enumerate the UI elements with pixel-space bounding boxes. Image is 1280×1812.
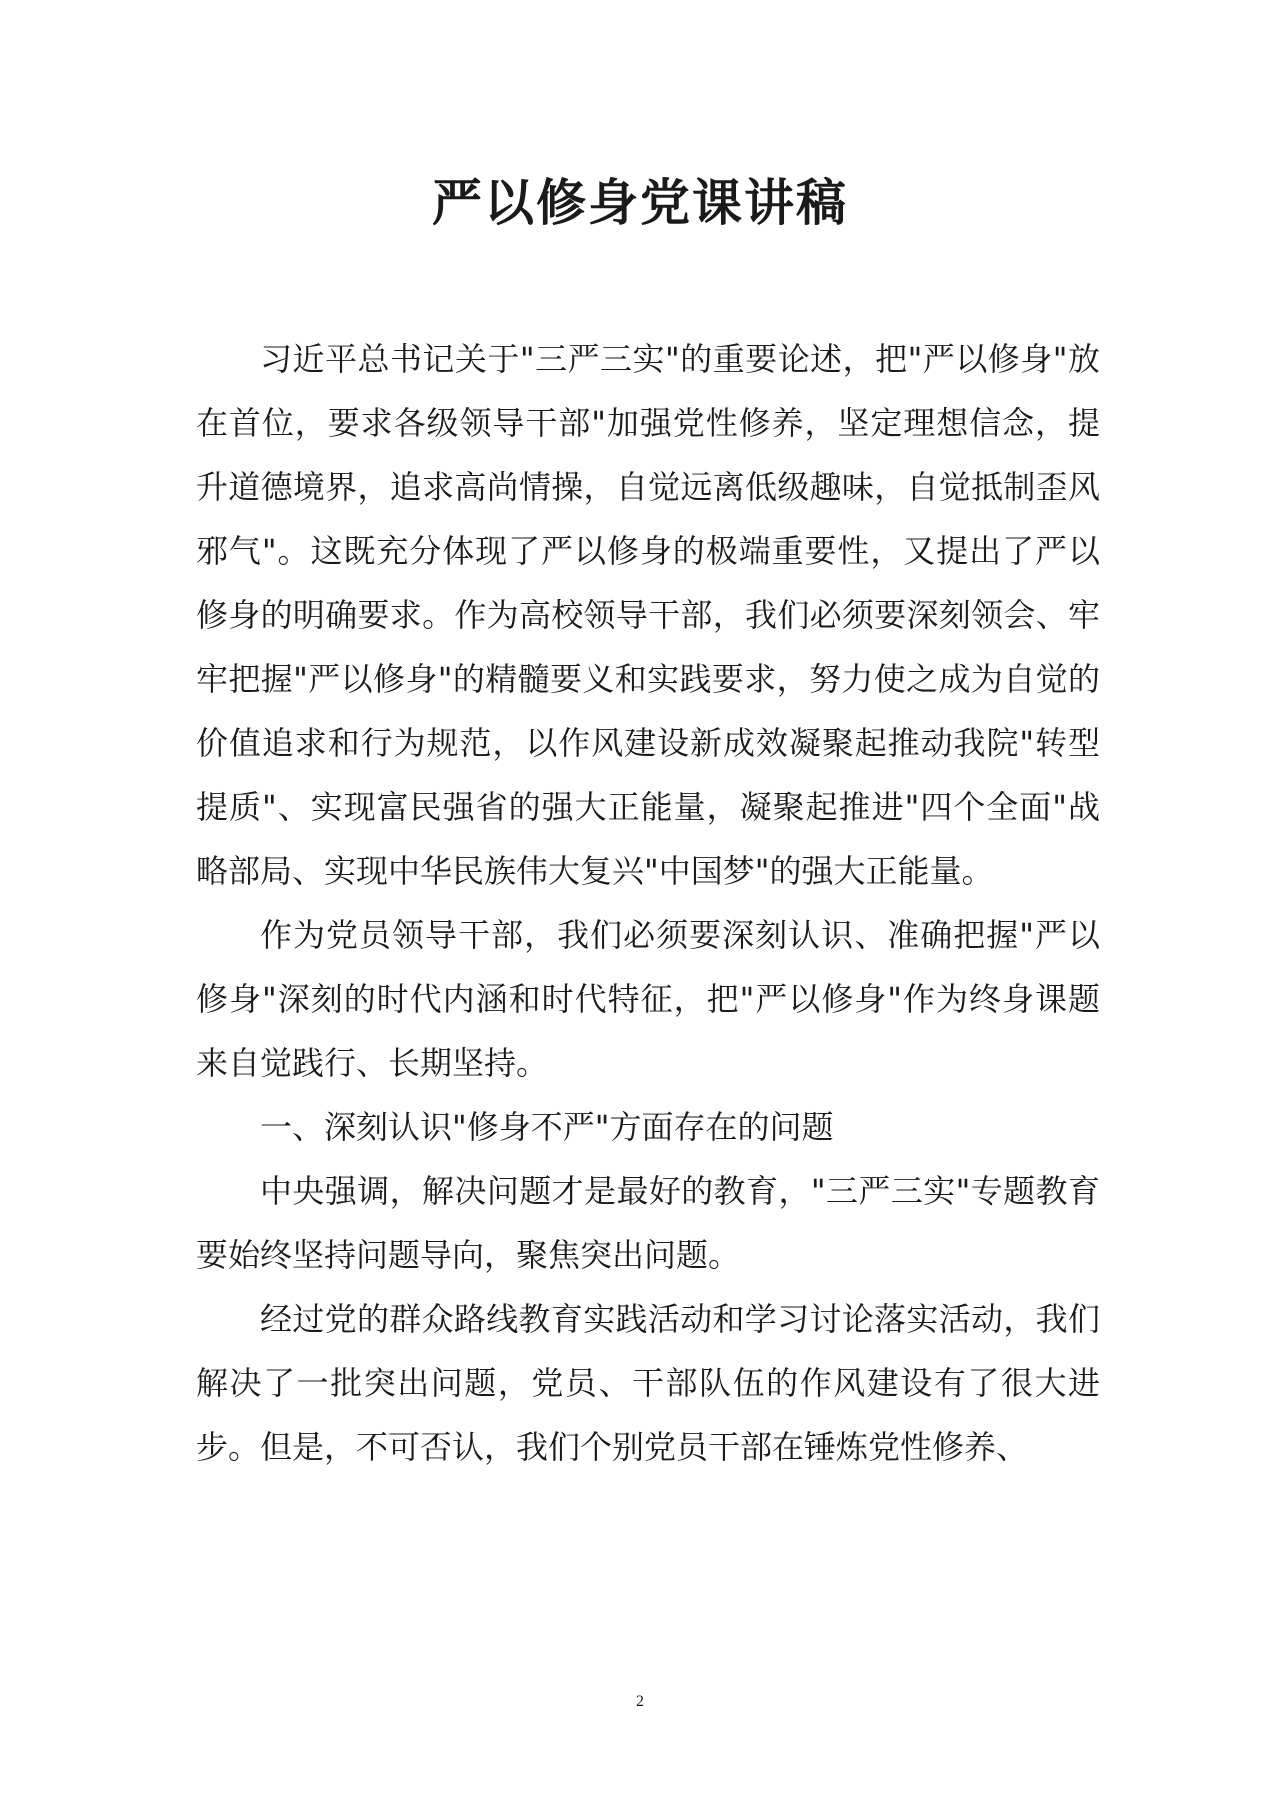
document-body: [196, 327, 1100, 1479]
paragraph-progress: 经过党的群众路线教育实践活动和学习讨论落实活动，我们解决了一批突出问题，党员、干部队伍的作风建设有了很大进步。但是，不可否认，我们个别党员干部在锤炼党性修养、: [196, 1300, 1100, 1466]
section-heading-1: 一、深刻认识"修身不严"方面存在的问题: [260, 1108, 834, 1146]
paragraph-party-cadres: 作为党员领导干部，我们必须要深刻认识、准确把握"严以修身"深刻的时代内涵和时代特征，把"严以修身"作为终身课题来自觉践行、长期坚持。: [196, 916, 1100, 1082]
paragraph-central-emphasis: 中央强调，解决问题才是最好的教育，"三严三实"专题教育要始终坚持问题导向，聚焦突出问题。: [196, 1172, 1100, 1274]
paragraph-intro: 习近平总书记关于"三严三实"的重要论述，把"严以修身"放在首位，要求各级领导干部"加强党性修养，坚定理想信念，提升道德境界，追求高尚情操，自觉远离低级趣味，自觉抵制歪风邪气"。这既充分体现了严以修身的极端重要性，又提出了严以修身的明确要求。作为高校领导干部，我们必须要深刻领会、牢牢把握"严以修身"的精髓要义和实践要求，努力使之成为自觉的价值追求和行为规范，以作风建设新成效凝聚起推动我院"转型提质"、实现富民强省的强大正能量，凝聚起推进"四个全面"战略部局、实现中华民族伟大复兴"中国梦"的强大正能量。: [196, 340, 1100, 890]
page-number: 2: [636, 1693, 644, 1710]
document-title: 严以修身党课讲稿: [432, 173, 848, 232]
